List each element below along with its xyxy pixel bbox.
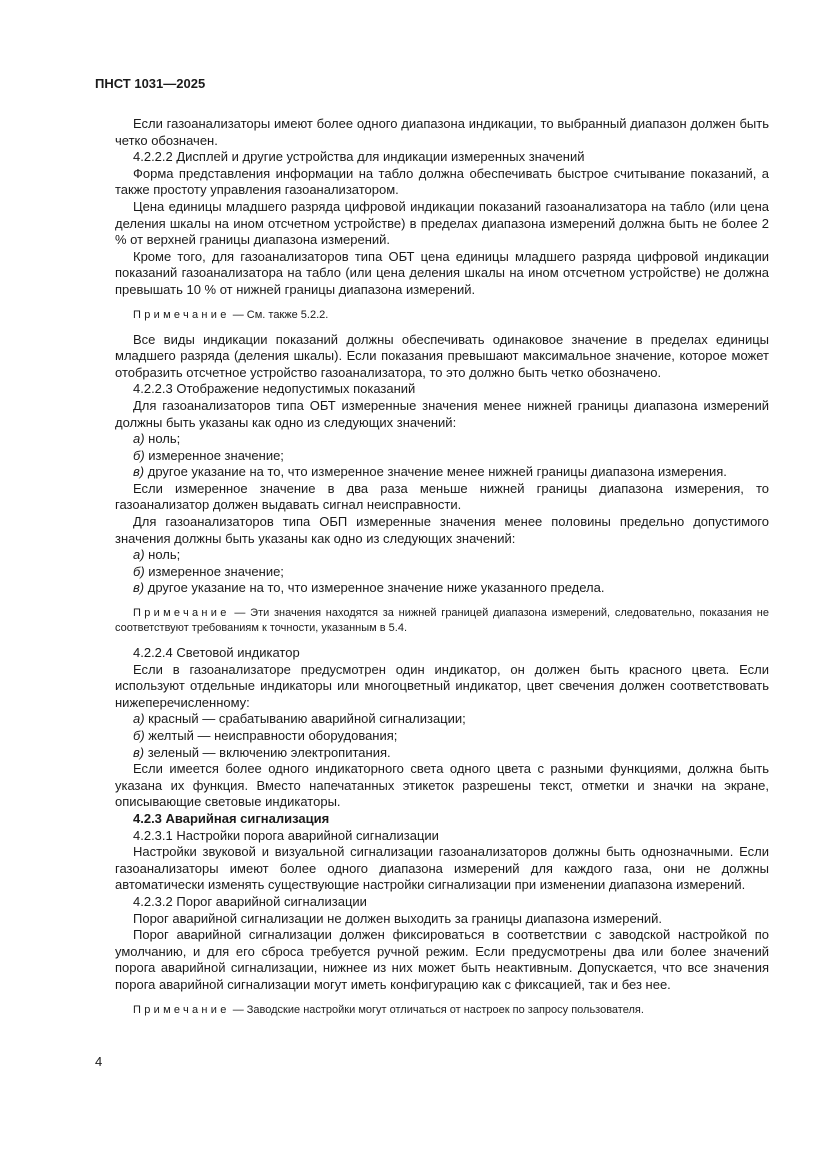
list-marker: в) [133,744,145,760]
note-label: Примечание [133,1003,230,1016]
list-marker: в) [133,580,145,596]
list-text: красный — срабатыванию аварийной сигнализации; [144,711,466,727]
section-heading: 4.2.3.2 Порог аварийной сигнализации [133,893,367,909]
section-heading: 4.2.2.4 Световой индикатор [133,645,300,661]
list-marker: в) [133,464,145,480]
section-heading: 4.2.3 Аварийная сигнализация [133,810,330,826]
list-marker: а) [133,431,145,447]
paragraph: Для газоанализаторов типа ОБТ измеренные значения менее нижней границы диапазона измерений должны быть указаны как одно из следующих значений: [115,397,769,430]
paragraph: Если газоанализаторы имеют более одного диапазона индикации, то выбранный диапазон должен быть четко обозначен. [115,116,769,148]
note-text: — Заводские настройки могут отличаться от настроек по запросу пользователя. [229,1003,644,1016]
list-text: желтый — неисправности оборудования; [144,728,398,743]
list-item [115,448,769,465]
list-text: ноль; [144,547,181,563]
section-heading: 4.2.2.3 Отображение недопустимых показаний [133,381,416,397]
list-marker: а) [133,711,145,727]
list-text: измеренное значение; [144,447,284,463]
list-text: ноль; [144,431,181,447]
document-code: ПНСТ 1031—2025 [95,76,206,91]
list-item [115,431,769,448]
paragraph: Для газоанализаторов типа ОБП измеренные значения менее половины предельно допустимого значения должны быть указаны как одно из следующих значений: [115,514,769,546]
page-number: 4 [95,1054,103,1069]
list-marker: б) [133,447,145,463]
list-text: другое указание на то, что измеренное значение ниже указанного предела. [144,580,605,596]
list-marker: б) [133,563,145,579]
section-heading: 4.2.2.2 Дисплей и другие устройства для индикации измеренных значений [133,149,585,165]
note [115,1003,769,1018]
list-text: другое указание на то, что измеренное значение менее нижней границы диапазона измерения. [144,464,727,480]
list-item [115,580,769,597]
list-item [115,711,769,728]
list-text: измеренное значение; [144,563,284,579]
note [115,308,769,323]
page-content [115,116,769,1027]
paragraph: Кроме того, для газоанализаторов типа ОБТ цена единицы младшего разряда цифровой индикации показаний газоанализатора на табло (или цена деления шкалы на ином отсчетном устройстве) не должна превышать 10 % от нижней границы диапазона измерений. [115,248,769,297]
list-text: зеленый — включению электропитания. [144,744,391,760]
paragraph: Порог аварийной сигнализации не должен выходить за границы диапазона измерений. [133,910,663,926]
paragraph: Если имеется более одного индикаторного света одного цвета с разными функциями, должна быть указана их функция. Вместо напечатанных этикеток разрешены текст, отметки и значки на экране, описывающие световые индикаторы. [115,761,769,810]
paragraph: Форма представления информации на табло должна обеспечивать быстрое считывание показаний, а также простоту управления газоанализатором. [115,165,769,198]
note-text: — Эти значения находятся за нижней границей диапазона измерений, следовательно, показания не соответствуют требованиям к точности, указанным в 5.4. [115,607,769,635]
list-item [115,728,769,745]
note-label: Примечание [133,607,230,620]
paragraph: Если измеренное значение в два раза меньше нижней границы диапазона измерения, то газоанализатор должен выдавать сигнал неисправности. [115,480,769,513]
paragraph: Порог аварийной сигнализации должен фиксироваться в соответствии с заводской настройкой по умолчанию, и для его сброса требуется ручной режим. Если предусмотрены два или более значений порога аварийной сигнализации, нижнее из них может быть неактивным. Допускается, что все значения порога аварийной сигнализации могут иметь конфигурацию как с фиксацией, так и без нее. [115,927,769,992]
note-text: — См. также 5.2.2. [229,308,329,321]
list-item [115,547,769,564]
paragraph: Настройки звуковой и визуальной сигнализации газоанализаторов должны быть однозначными. Если газоанализаторы имеют более одного диапазона измерений для каждого газа, они не должны автоматически изменять существующие настройки сигнализации при изменении диапазона измерений. [115,844,769,893]
paragraph: Цена единицы младшего разряда цифровой индикации показаний газоанализатора на табло (или цена деления шкалы на ином отсчетном устройстве) в пределах диапазона измерений должна быть не более 2 % от верхней границы диапазона измерений. [115,198,769,248]
paragraph: Если в газоанализаторе предусмотрен один индикатор, он должен быть красного цвета. Если используют отдельные индикаторы или многоцветный индикатор, цвет свечения должен соответствовать нижеперечисленному: [115,661,769,710]
section-heading: 4.2.3.1 Настройки порога аварийной сигнализации [133,827,439,843]
note-label: Примечание [133,308,230,321]
list-marker: б) [133,728,145,743]
list-marker: а) [133,547,145,563]
list-item [115,564,769,581]
list-item [115,464,769,481]
note [115,606,769,636]
paragraph: Все виды индикации показаний должны обеспечивать одинаковое значение в пределах единицы младшего разряда (деления шкалы). Если показания превышают максимальное значение, которое может отобразить отсчетное устройство газоанализатора, то это должно быть четко обозначено. [115,331,769,380]
list-item [115,745,769,762]
